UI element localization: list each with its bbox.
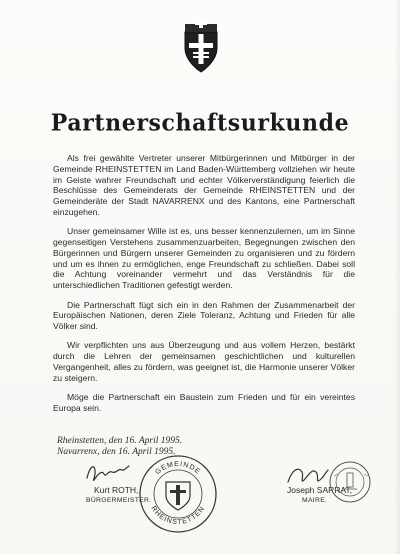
paragraph: Möge die Partnerschaft ein Baustein zum Frieden und für ein vereintes Europa sein. bbox=[53, 392, 355, 413]
mairie-seal-icon bbox=[328, 460, 372, 504]
signatory-title-right: MAIRE. bbox=[302, 497, 328, 504]
signatory-title-left: BÜRGERMEISTER. bbox=[86, 497, 152, 504]
signatory-name-left: Kurt ROTH, bbox=[94, 485, 139, 495]
page-edge-shadow bbox=[394, 0, 400, 554]
document-body bbox=[53, 153, 355, 422]
signatory-name-right: Joseph SARRAT, bbox=[287, 485, 353, 495]
svg-text:GEMEINDE bbox=[154, 461, 201, 476]
paragraph: Unser gemeinsamer Wille ist es, uns besser kennenzulernen, um im Sinne gegenseitigen Verstehens zusammenzuarbeiten, Begegnungen zwischen den Bürgerinnen und Bürgern unserer Gemeinden zu organisieren und zu fördern und um es ihnen zu ermöglichen, enge Freundschaft zu schließen. Dabei soll die Achtung voreinander vermehrt und das Verständnis für die unterschiedlichen Traditionen gefestigt werden. bbox=[53, 226, 355, 291]
paragraph: Die Partnerschaft fügt sich ein in den Rahmen der Zusammenarbeit der Europäischen Nationen, deren Ziele Toleranz, Achtung und Frieden für alle Völker sind. bbox=[53, 299, 355, 332]
gemeinde-seal-icon bbox=[136, 452, 220, 536]
coat-of-arms-icon bbox=[179, 18, 223, 76]
document-title: Partnerschaftsurkunde bbox=[50, 108, 350, 138]
signature-icon bbox=[84, 460, 132, 486]
svg-text:RHEINSTETTEN bbox=[149, 505, 206, 526]
seal-text-bottom: RHEINSTETTEN bbox=[149, 505, 207, 527]
paragraph: Wir verpflichten uns aus Überzeugung und aus vollem Herzen, bestärkt durch die Lehren der gemeinsamen geschichtlichen und kulturellen Vergangenheit, alles zu fördern, was geeignet ist, die Harmonie unserer Völker zu steigern. bbox=[53, 340, 355, 383]
date-line-rheinstetten: Rheinstetten, den 16. April 1995. bbox=[57, 436, 183, 446]
date-line-navarrenx: Navarrenx, den 16. April 1995. bbox=[57, 447, 176, 457]
paragraph: Als frei gewählte Vertreter unserer Mitbürgerinnen und Mitbürger in der Gemeinde RHEINSTETTEN im Land Baden-Württemberg vollziehen wir heute im Geiste wahrer Freundschaft und echter Völkerverständigung feierlich die Beschlüsse des Gemeinderats der Gemeinde RHEINSTETTEN und der Gemeinderäte der Stadt NAVARRENX und des Kantons, eine Partnerschaft einzugehen. bbox=[53, 153, 355, 217]
seal-text-top: GEMEINDE bbox=[154, 460, 202, 477]
